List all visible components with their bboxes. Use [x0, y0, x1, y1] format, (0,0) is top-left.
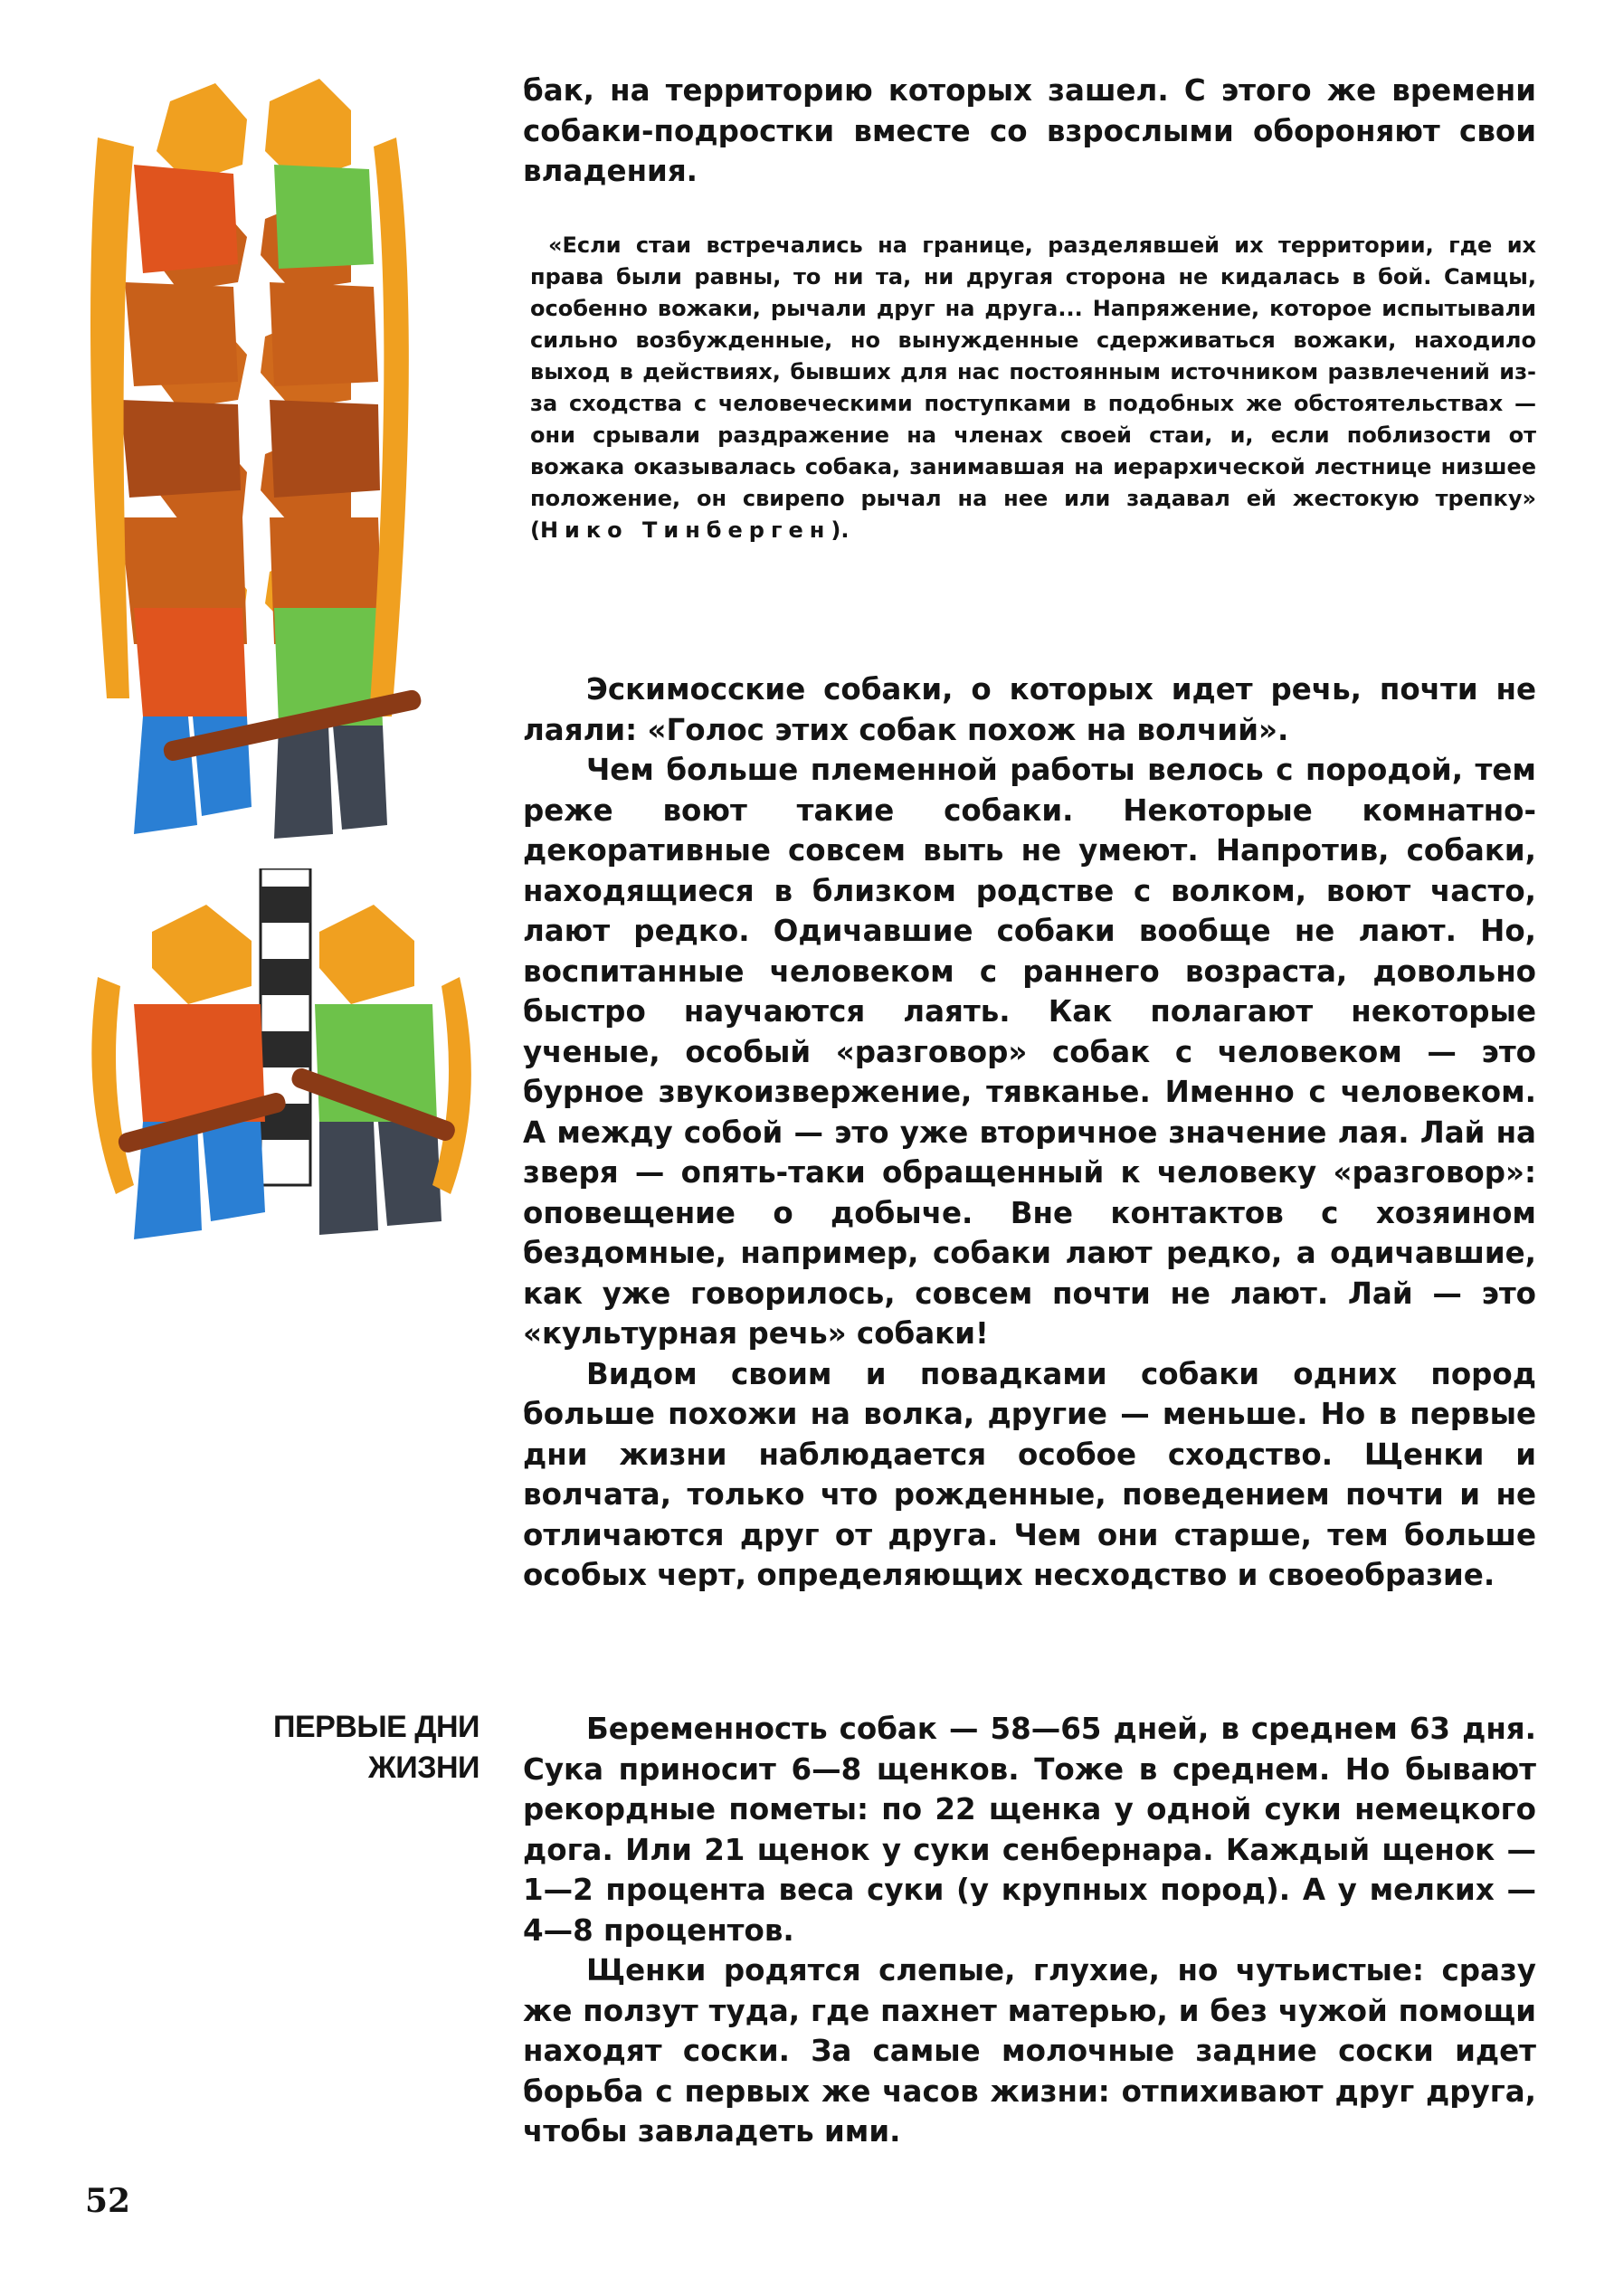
quote-end: ).	[831, 517, 850, 543]
intro-text: бак, на территорию которых зашел. С этого же времени собаки-подростки вместе со взрослыми обороняют свои владения.	[523, 73, 1536, 188]
quote-body: «Если стаи встречались на границе, разделявшей их территории, где их права были равны, то ни та, ни другая сторона не кидалась в бой. Самцы, особенно вожаки, рычали друг на друга... Напряжение, которое испытывали сильно возбужденные, но вынужденные сдерживаться вожаки, находило выход в действиях, бывших для нас постоянным источником развлечений из-за сходства с человеческими поступками в подобных же обстоятельствах — они срывали раздражение на членах своей стаи, и, если поблизости от вожака оказывалась собака, занимавшая на иерархической лестнице низшее положение, он свирепо рычал на нее или задавал ей жестокую трепку» (	[530, 232, 1536, 543]
left-dog-stack	[90, 83, 252, 834]
border-post-illustration	[80, 868, 505, 1294]
dogs-confrontation-illustration	[80, 65, 505, 906]
paragraph: Щенки родятся слепые, глухие, но чутьистые: сразу же ползут туда, где пахнет матерью, и без чужой помощи находят соски. За самые молочные задние соски идет борьба с первых же часов жизни: отпихивают друг друга, чтобы завладеть ими.	[523, 1953, 1536, 2149]
paragraph: Чем больше племенной работы велось с породой, тем реже воют такие собаки. Некоторые комнатно-декоративные совсем выть не умеют. Напротив, собаки, находящиеся в близком родстве с волком, воют часто, лают редко. Одичавшие собаки вообще не лают. Но, воспитанные человеком с раннего возраста, довольно быстро научаются лаять. Как полагают некоторые ученые, особый «разговор» собак с человеком — это бурное звукоизвержение, тявканье. Именно с человеком. А между собой — это уже вторичное значение лая. Лай на зверя — опять-таки обращенный к человеку «разговор»: оповещение о добыче. Вне контактов с хозяином бездомные, например, собаки лают редко, а одичавшие, как уже говорилось, совсем почти не лают. Лай — это «культурная речь» собаки!	[523, 753, 1536, 1351]
paragraph: Видом своим и повадками собаки одних пород больше похожи на волка, другие — меньше. Но в первые дни жизни наблюдается особое сходство. Щенки и волчата, только что рожденные, поведением почти и не отличаются друг от друга. Чем они старше, тем больше особых черт, определяющих несходство и своеобразие.	[523, 1356, 1536, 1592]
section-heading	[208, 1707, 479, 1788]
block-quote	[530, 230, 1536, 546]
main-text	[523, 669, 1536, 1596]
paragraph: Беременность собак — 58—65 дней, в среднем 63 дня. Сука приносит 6—8 щенков. Тоже в среднем. Но бывают рекордные пометы: по 22 щенка у одной суки немецкого дога. Или 21 щенок у суки сенбернара. Каждый щенок — 1—2 процента веса суки (у крупных пород). А у мелких — 4—8 процентов.	[523, 1712, 1536, 1948]
section-heading-line: ПЕРВЫЕ ДНИ	[273, 1710, 479, 1744]
quote-text	[530, 230, 1536, 546]
section-text	[523, 1709, 1536, 2152]
paragraph: Эскимосские собаки, о которых идет речь, почти не лаяли: «Голос этих собак похож на волчий».	[523, 672, 1536, 747]
quote-author: Нико Тинберген	[539, 517, 831, 543]
page-number: 52	[85, 2182, 131, 2220]
left-dog	[91, 905, 288, 1239]
intro-paragraph	[523, 71, 1536, 192]
right-dog	[290, 905, 471, 1235]
border-post	[261, 868, 310, 1185]
section-heading-line: ЖИЗНИ	[368, 1750, 479, 1785]
